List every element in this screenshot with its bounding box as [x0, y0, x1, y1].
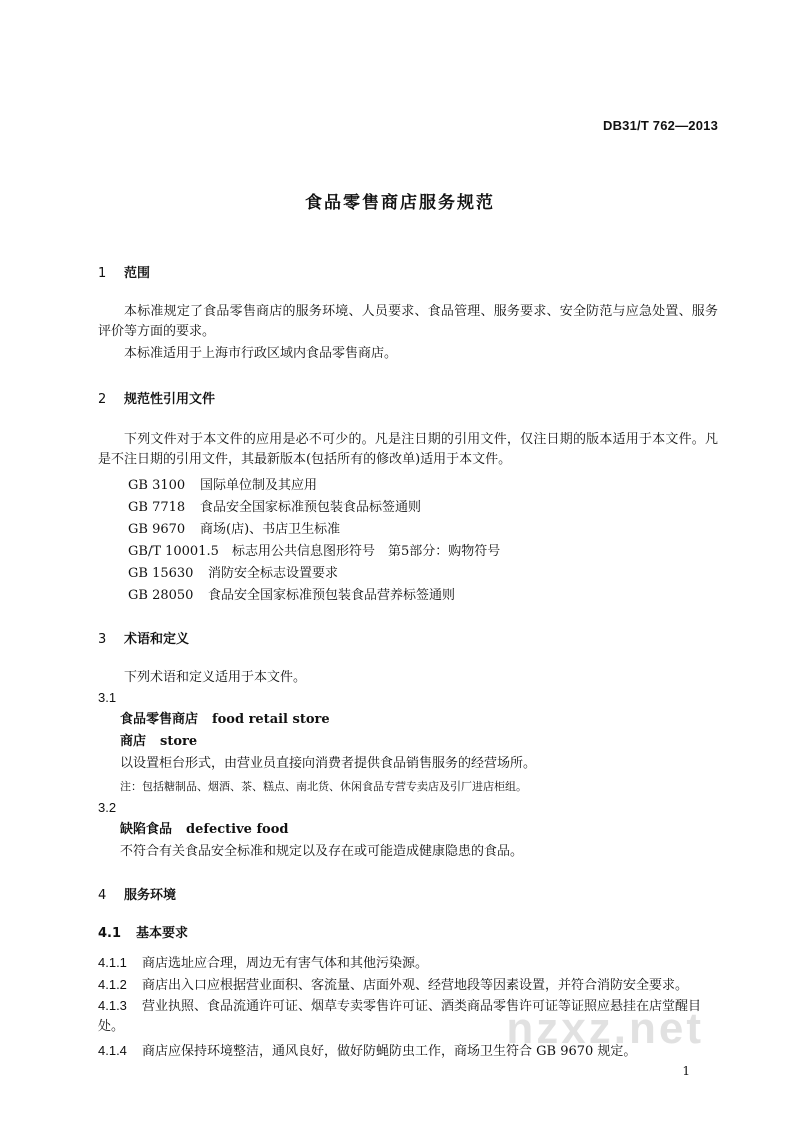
- term-entry: [120, 820, 288, 840]
- section-title: 术语和定义: [124, 632, 190, 647]
- term-number: 3.2: [98, 800, 117, 815]
- reference-name: 食品安全国家标准预包装食品标签通则: [200, 500, 422, 515]
- term-entry: [120, 710, 330, 730]
- clause-item: [98, 952, 428, 971]
- reference-item: [128, 474, 317, 493]
- section-2-heading: [98, 388, 215, 407]
- reference-code: GB 3100: [128, 478, 186, 493]
- standard-code: DB31/T 762—2013: [602, 118, 718, 133]
- term-definition: 不符合有关食品安全标准和规定以及存在或可能造成健康隐患的食品。: [120, 844, 524, 859]
- reference-item: [128, 496, 421, 515]
- clause-number: 4.1.1: [98, 955, 127, 970]
- clause-text: 商店选址应合理，周边无有害气体和其他污染源。: [142, 956, 429, 971]
- term-number: 3.1: [98, 690, 117, 705]
- section-4-heading: [98, 884, 176, 903]
- reference-code: GB 28050: [128, 588, 194, 603]
- subsection-title: 基本要求: [136, 926, 189, 941]
- section-number: 1: [98, 266, 107, 281]
- term-definition: 以设置柜台形式，由营业员直接向消费者提供食品销售服务的经营场所。: [120, 756, 537, 771]
- term-english: food retail store: [212, 712, 330, 727]
- section-1-paragraph-1: 本标准规定了食品零售商店的服务环境、人员要求、食品管理、服务要求、安全防范与应急处置、服务评价等方面的要求。: [98, 304, 718, 339]
- clause-text: 营业执照、食品流通许可证、烟草专卖零售许可证、酒类商品零售许可证等证照应悬挂在店堂醒目处。: [98, 999, 702, 1034]
- reference-code: GB 15630: [128, 566, 194, 581]
- section-number: 4: [98, 888, 107, 903]
- reference-item: [128, 540, 500, 559]
- section-3-paragraph-1: 下列术语和定义适用于本文件。: [124, 670, 307, 685]
- section-number: 3: [98, 632, 107, 647]
- term-chinese: 食品零售商店: [120, 712, 199, 727]
- reference-item: [128, 584, 455, 603]
- page-number: 1: [682, 1064, 690, 1078]
- section-title: 规范性引用文件: [124, 392, 216, 407]
- subsection-number: 4.1: [98, 926, 122, 941]
- section-3-heading: [98, 628, 189, 647]
- subsection-4-1-heading: [98, 922, 188, 941]
- term-chinese: 缺陷食品: [120, 822, 173, 837]
- reference-name: 食品安全国家标准预包装食品营养标签通则: [208, 588, 456, 603]
- reference-name: 商场(店)、书店卫生标准: [200, 522, 341, 537]
- reference-item: [128, 518, 340, 537]
- document-title: 食品零售商店服务规范: [305, 193, 495, 213]
- reference-name: 标志用公共信息图形符号 第5部分：购物符号: [232, 544, 501, 559]
- watermark: nzxz.net: [506, 1004, 704, 1053]
- clause-text: 商店出入口应根据营业面积、客流量、店面外观、经营地段等因素设置，并符合消防安全要求。: [142, 978, 689, 993]
- reference-name: 国际单位制及其应用: [200, 478, 318, 493]
- reference-code: GB 7718: [128, 500, 186, 515]
- reference-item: [128, 562, 338, 581]
- reference-code: GB 9670: [128, 522, 186, 537]
- section-1-paragraph-2: 本标准适用于上海市行政区域内食品零售商店。: [124, 346, 398, 361]
- clause-number: 4.1.3: [98, 998, 127, 1013]
- clause-text: 商店应保持环境整洁，通风良好，做好防蝇防虫工作，商场卫生符合 GB 9670 规定。: [142, 1044, 637, 1059]
- clause-number: 4.1.2: [98, 977, 127, 992]
- term-chinese: 商店: [120, 734, 147, 749]
- section-number: 2: [98, 392, 107, 407]
- reference-code: GB/T 10001.5: [128, 544, 219, 559]
- term-english: store: [160, 734, 198, 749]
- section-1-heading: [98, 262, 150, 281]
- clause-item: [98, 974, 688, 993]
- section-title: 服务环境: [124, 888, 177, 903]
- section-title: 范围: [124, 266, 151, 281]
- term-note: 注：包括糖制品、烟酒、茶、糕点、南北货、休闲食品专营专卖店及引厂进店柜组。: [120, 780, 527, 793]
- section-2-paragraph-1: 下列文件对于本文件的应用是必不可少的。凡是注日期的引用文件，仅注日期的版本适用于本文件。凡是不注日期的引用文件，其最新版本(包括所有的修改单)适用于本文件。: [98, 432, 718, 467]
- term-english: defective food: [186, 822, 289, 837]
- term-synonym: [120, 732, 197, 752]
- reference-name: 消防安全标志设置要求: [208, 566, 339, 581]
- clause-number: 4.1.4: [98, 1043, 127, 1058]
